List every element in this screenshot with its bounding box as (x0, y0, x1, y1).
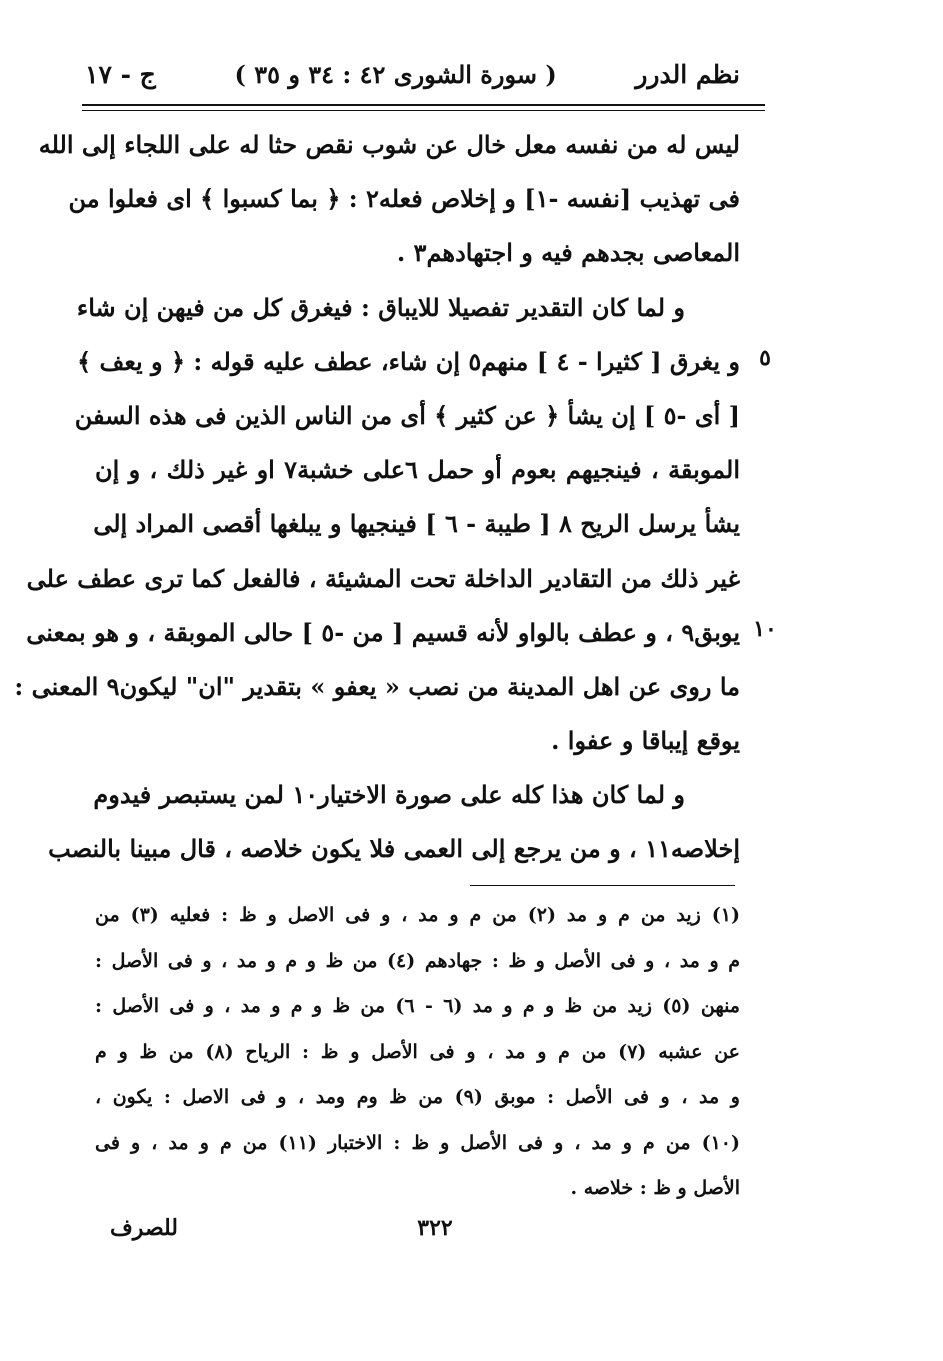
line-number-10: ١٠ (753, 616, 777, 642)
footnote-line: (١٠) من م و مد ، و فى الأصل و ظ : الاختبار (١١) من م و مد ، و فى (95, 1131, 740, 1154)
page-number: ٣٢٢ (417, 1215, 453, 1241)
line-number-5: ٥ (759, 345, 771, 371)
footnote-line: م و مد ، و فى الأصل و ظ : جهادهم (٤) من ظ و م و مد ، و فى الأصل : (95, 949, 740, 972)
running-header (85, 52, 740, 96)
text-line: [ أى -٥ ] إن يشأ ﴿ عن كثير ﴾ أى من الناس الذين فى هذه السفن (74, 400, 740, 430)
text-line: ما روى عن اهل المدينة من نصب « يعفو » بتقدير "ان" ليكون٩ المعنى : (14, 671, 740, 701)
header-rule-thick (82, 104, 765, 106)
header-volume: ج - ١٧ (85, 59, 156, 89)
text-line: غير ذلك من التقادير الداخلة تحت المشيئة ، فالفعل كما ترى عطف على (26, 563, 740, 593)
text-line: و يغرق [ كثيرا - ٤ ] منهم٥ إن شاء، عطف عليه قوله : ﴿ و يعف ﴾ (77, 346, 740, 376)
catchword: للصرف (110, 1215, 179, 1241)
main-text (14, 118, 741, 877)
text-line: فى تهذيب [نفسه -١] و إخلاص فعله٢ : ﴿ بما كسبوا ﴾ اى فعلوا من (68, 184, 740, 214)
footnotes (95, 893, 740, 1212)
footnote-line: منهن (٥) زيد من ظ و م و مد (٦ - ٦) من ظ و م و مد ، و فى الأصل : (95, 995, 740, 1017)
footnote-line: الأصل و ظ : خلاصه . (570, 1177, 740, 1199)
text-line: المعاصى بجدهم فيه و اجتهادهم٣ . (396, 238, 740, 268)
footnote-line: (١) زيد من م و مد (٢) من م و مد ، و فى الاصل و ظ : فعليه (٣) من (95, 904, 740, 926)
text-line: ليس له من نفسه معل خال عن شوب نقص حثا له على اللجاء إلى الله (38, 130, 740, 159)
footnote-line: و مد ، و فى الأصل : موبق (٩) من ظ وم ومد ، و فى الاصل : يكون ، (95, 1086, 740, 1108)
text-line: يوقع إيباقا و عفوا . (551, 726, 740, 756)
header-book-title: نظم الدرر (635, 59, 740, 89)
text-line: يوبق٩ ، و عطف بالواو لأنه قسيم [ من -٥ ] حالى الموبقة ، و هو بمعنى (26, 617, 740, 647)
text-line: و لما كان هذا كله على صورة الاختيار١٠ لمن يستبصر فيدوم (93, 780, 685, 810)
page-footer (110, 1215, 750, 1255)
footnote-separator (470, 885, 735, 886)
text-line: و لما كان التقدير تفصيلا للايباق : فيغرق كل من فيهن إن شاء (76, 292, 685, 322)
text-line: إخلاصه١١ ، و من يرجع إلى العمى فلا يكون خلاصه ، قال مبينا بالنصب (48, 834, 740, 864)
text-line: الموبقة ، فينجيهم بعوم أو حمل ٦على خشبة٧ او غير ذلك ، و إن (95, 455, 741, 485)
header-rule-thin (82, 110, 765, 111)
text-line: يشأ يرسل الريح ٨ [ طيبة - ٦ ] فينجيها و يبلغها أقصى المراد إلى (93, 509, 740, 539)
header-surah-reference: ( سورة الشورى ٤٢ : ٣٤ و ٣٥ ) (234, 59, 557, 89)
footnote-line: عن عشبه (٧) من م و مد ، و فى الأصل و ظ : الرياح (٨) من ظ و م (95, 1040, 741, 1063)
